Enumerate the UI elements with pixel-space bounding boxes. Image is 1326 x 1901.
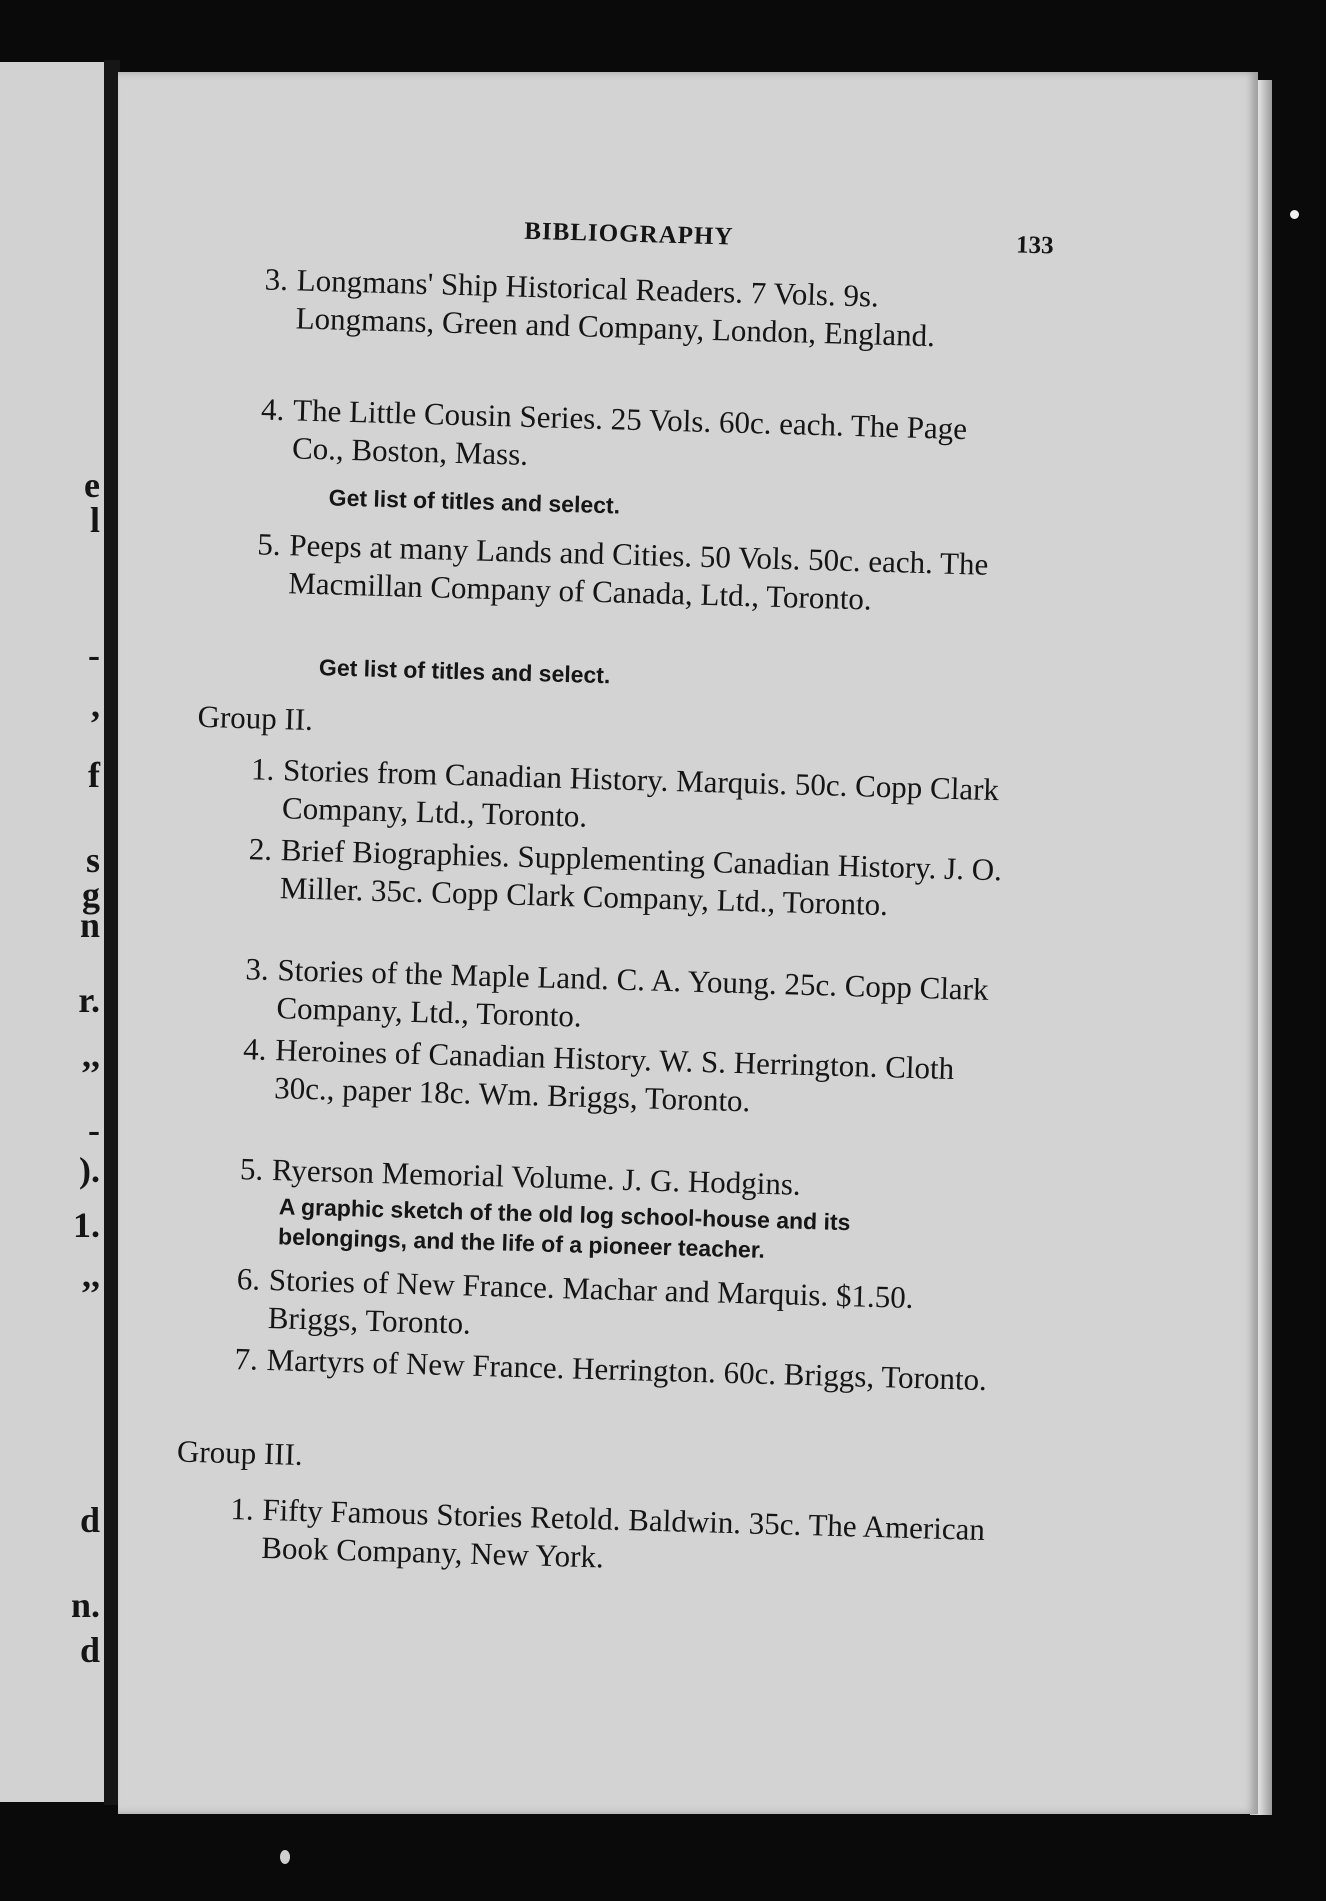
entry-text: Stories from Canadian History. Marquis. 50c. Copp Clark Company, Ltd., Toronto.: [281, 752, 1000, 834]
fragment-char: 1.: [73, 1205, 100, 1245]
bibliography-entry: [242, 1030, 999, 1127]
page-text-block: [72, 56, 1260, 1829]
bibliography-entry: [247, 830, 1004, 927]
entry-text: Brief Biographies. Supplementing Canadian History. J. O. Miller. 35c. Copp Clark Company, Ltd., Toronto.: [279, 832, 1003, 923]
bibliography-entry: [229, 1490, 986, 1587]
fragment-char: s: [85, 840, 100, 880]
entry-note: A graphic sketch of the old log school-house and its belongings, and the life of a pioneer teacher.: [277, 1193, 851, 1263]
entry-text: The Little Cousin Series. 25 Vols. 60c. each. The Page Co., Boston, Mass.: [291, 392, 968, 472]
scan-speck: [280, 1850, 290, 1864]
entry-number: 5.: [256, 526, 282, 563]
scan-speck: [1290, 210, 1299, 219]
entry-number: 5.: [239, 1151, 264, 1187]
entry-text: Stories of New France. Machar and Marquis. $1.50. Briggs, Toronto.: [267, 1262, 914, 1341]
bibliography-entry: [260, 390, 1017, 487]
entry-text: Heroines of Canadian History. W. S. Herrington. Cloth 30c., paper 18c. Wm. Briggs, Toronto.: [273, 1032, 955, 1119]
entry-number: 1.: [230, 1491, 255, 1527]
group-heading: Group III.: [176, 1433, 304, 1473]
entry-number: 1.: [250, 751, 275, 787]
fragment-char: ,: [91, 685, 100, 725]
fragment-char: f: [88, 755, 100, 795]
fragment-char: e: [84, 465, 100, 505]
entry-number: 4.: [260, 391, 285, 428]
entry-number: 6.: [236, 1261, 261, 1297]
entry-number: 2.: [248, 831, 273, 867]
entry-text: Stories of the Maple Land. C. A. Young. 25c. Copp Clark Company, Ltd., Toronto.: [276, 952, 990, 1034]
fragment-char: -: [88, 635, 100, 675]
entry-note: Get list of titles and select.: [328, 484, 621, 519]
entry-number: 7.: [234, 1341, 259, 1377]
page-number: 133: [1015, 231, 1054, 260]
fragment-char: -: [88, 1110, 100, 1150]
entry-number: 3.: [264, 261, 289, 298]
book-page: [118, 72, 1258, 1814]
fragment-char: g: [82, 875, 100, 915]
entry-text: Martyrs of New France. Herrington. 60c. Briggs, Toronto.: [266, 1341, 988, 1398]
bibliography-entry: [263, 261, 1020, 358]
entry-text: Peeps at many Lands and Cities. 50 Vols. 50c. each. The Macmillan Company of Canada, Ltd., Toronto.: [287, 527, 989, 617]
running-head: BIBLIOGRAPHY: [523, 217, 734, 251]
entry-text: Ryerson Memorial Volume. J. G. Hodgins.: [271, 1152, 802, 1202]
fragment-char: d: [79, 1500, 100, 1540]
fragment-char: l: [89, 500, 100, 540]
entry-note: Get list of titles and select.: [318, 654, 611, 689]
fragment-char: r.: [78, 980, 100, 1020]
group-heading: Group II.: [197, 698, 314, 738]
fragment-char: ,,: [82, 1035, 100, 1075]
entry-text: Fifty Famous Stories Retold. Baldwin. 35c. The American Book Company, New York.: [260, 1491, 986, 1575]
entry-text: Longmans' Ship Historical Readers. 7 Vols. 9s. Longmans, Green and Company, London, England.: [295, 262, 936, 354]
fragment-char: ,,: [82, 1255, 100, 1295]
entry-number: 3.: [245, 951, 270, 987]
fragment-char: n.: [70, 1585, 100, 1625]
bibliography-entry: [256, 525, 1013, 622]
fragment-char: d: [79, 1630, 100, 1670]
fragment-char: n: [79, 905, 100, 945]
fragment-char: ).: [79, 1150, 100, 1190]
entry-number: 4.: [242, 1031, 268, 1067]
